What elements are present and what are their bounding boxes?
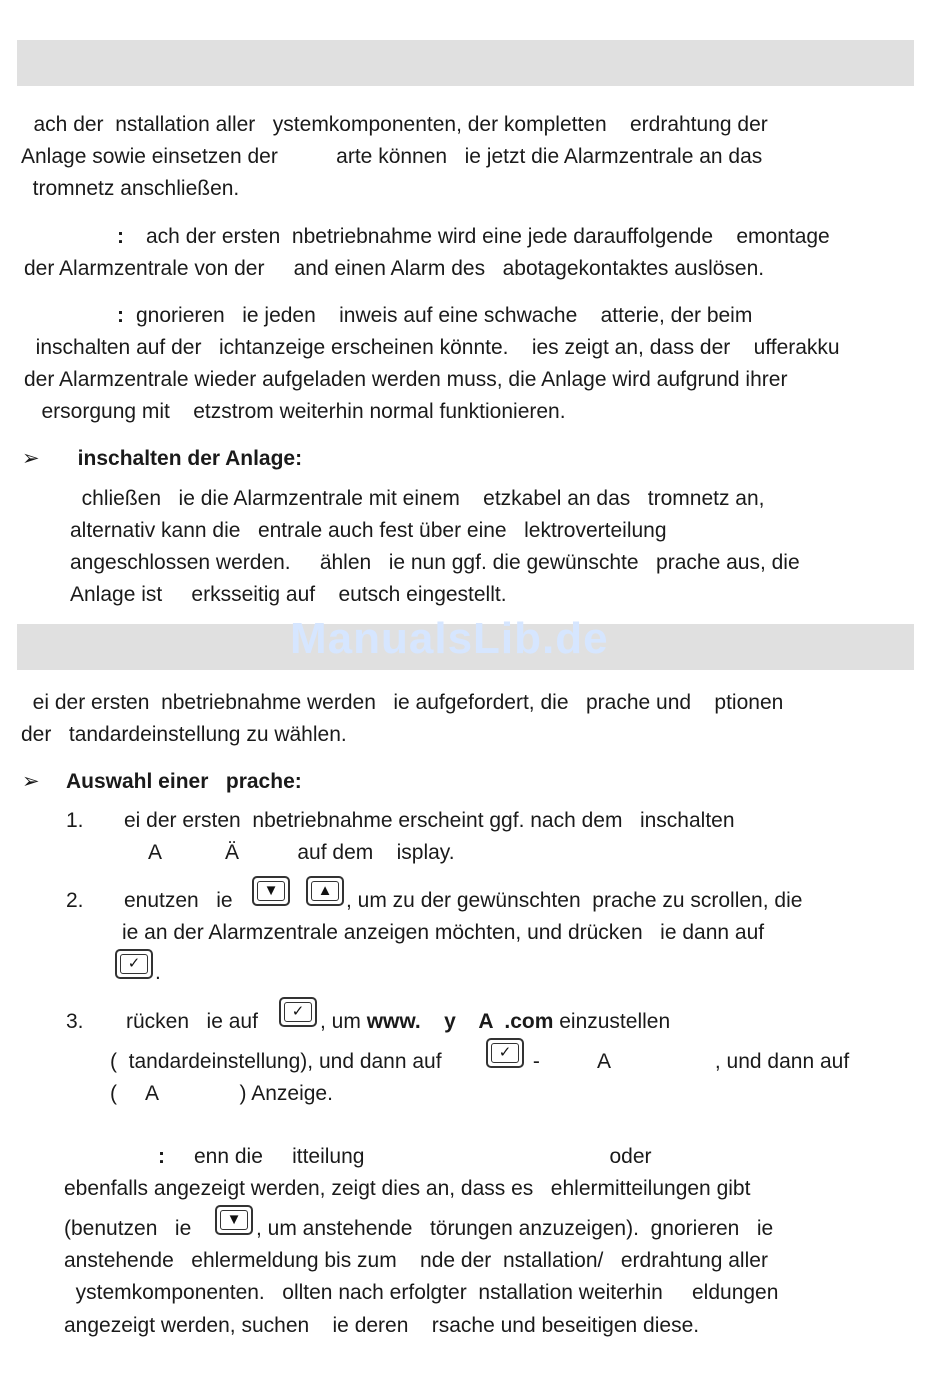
step-2-number: 2. [66, 889, 84, 912]
section-1-line-1: chließen ie die Alarmzentrale mit einem etzkabel an das tromnetz an, [70, 487, 765, 510]
step-3-line-1b [320, 1011, 670, 1032]
down-key-icon [252, 876, 290, 906]
watermark-logo: ManualsLib.de [290, 614, 609, 663]
paragraph-2-line-2: der tandardeinstellung zu wählen. [21, 723, 347, 746]
note-3-line-6: angezeigt werden, suchen ie deren rsache und beseitigen diese. [64, 1314, 700, 1337]
up-key-icon [306, 876, 344, 906]
note-1-line-2: der Alarmzentrale von der and einen Alarm des abotagekontaktes auslösen. [24, 257, 765, 280]
note-3-line-3b: , um anstehende törungen anzuzeigen). gnorieren ie [256, 1217, 774, 1240]
section-1-line-2: alternativ kann die entrale auch fest über eine lektroverteilung [70, 519, 667, 542]
section-header-bar-1 [17, 40, 914, 86]
down-arrow-icon: ▼ [263, 882, 279, 899]
down-key-icon [215, 1205, 253, 1235]
bullet-arrow-1: ➢ [22, 447, 40, 470]
bullet-arrow-2: ➢ [22, 770, 40, 793]
website-url: www. y A .com [366, 1010, 554, 1033]
step-2-line-1a: enutzen ie [124, 889, 233, 912]
note-3-line-3a: (benutzen ie [64, 1217, 192, 1240]
step-2-line-1b: , um zu der gewünschten prache zu scrollen, die [346, 889, 803, 912]
note-2-line-4: ersorgung mit etzstrom weiterhin normal funktionieren. [24, 400, 566, 423]
note-2-line-2: inschalten auf der ichtanzeige erscheinen könnte. ies zeigt an, dass der ufferakku [24, 336, 840, 359]
step-3-line-2b: - A , und dann auf [527, 1050, 850, 1073]
checkmark-icon: ✓ [291, 1003, 305, 1020]
checkmark-icon: ✓ [498, 1044, 512, 1061]
note-1-colon: : [117, 225, 124, 248]
ok-key-icon [486, 1038, 524, 1068]
note-3-line-5: ystemkomponenten. ollten nach erfolgter nstallation weiterhin eldungen [64, 1281, 779, 1304]
step-3-line-2a: ( tandardeinstellung), und dann auf [110, 1050, 442, 1073]
step-3-line-3: ( A ) Anzeige. [110, 1082, 333, 1105]
step-3-text-end: einzustellen [553, 1010, 671, 1033]
ok-key-icon [279, 997, 317, 1027]
paragraph-2-line-1: ei der ersten nbetriebnahme werden ie aufgefordert, die prache und ptionen [21, 691, 784, 714]
step-1-line-2: A Ä auf dem isplay. [148, 841, 455, 864]
step-2-line-2: ie an der Alarmzentrale anzeigen möchten, und drücken ie dann auf [122, 921, 765, 944]
step-1-number: 1. [66, 809, 84, 832]
paragraph-1-line-3: tromnetz anschließen. [21, 177, 240, 200]
section-1-heading: inschalten der Anlage: [66, 447, 303, 470]
note-2-line-1: gnorieren ie jeden inweis auf eine schwache atterie, der beim [136, 304, 753, 327]
paragraph-1-line-2: Anlage sowie einsetzen der arte können ie jetzt die Alarmzentrale an das [21, 145, 763, 168]
ok-key-icon [115, 949, 153, 979]
note-3-line-4: anstehende ehlermeldung bis zum nde der nstallation/ erdrahtung aller [64, 1249, 768, 1272]
step-3-text: , um [320, 1010, 367, 1033]
note-3-colon: : [158, 1145, 165, 1168]
down-arrow-icon: ▼ [226, 1211, 242, 1228]
up-arrow-icon: ▲ [317, 882, 333, 899]
note-2-colon: : [117, 304, 124, 327]
note-2-line-3: der Alarmzentrale wieder aufgeladen werden muss, die Anlage wird aufgrund ihrer [24, 368, 788, 391]
section-1-line-4: Anlage ist erksseitig auf eutsch eingestellt. [70, 583, 507, 606]
step-3-line-1a: rücken ie auf [126, 1010, 258, 1033]
section-2-heading: Auswahl einer prache: [66, 770, 302, 793]
note-3-line-2: ebenfalls angezeigt werden, zeigt dies an, dass es ehlermitteilungen gibt [64, 1177, 751, 1200]
note-3-line-1: enn die itteilung oder [194, 1145, 652, 1168]
note-1-line-1: ach der ersten nbetriebnahme wird eine jede darauffolgende emontage [146, 225, 830, 248]
section-1-line-3: angeschlossen werden. ählen ie nun ggf. die gewünschte prache aus, die [70, 551, 800, 574]
step-3-number: 3. [66, 1010, 84, 1033]
checkmark-icon: ✓ [127, 955, 141, 972]
step-2-line-3: . [155, 961, 161, 984]
step-1-line-1: ei der ersten nbetriebnahme erscheint ggf. nach dem inschalten [124, 809, 735, 832]
paragraph-1-line-1: ach der nstallation aller ystemkomponenten, der kompletten erdrahtung der [16, 113, 768, 136]
